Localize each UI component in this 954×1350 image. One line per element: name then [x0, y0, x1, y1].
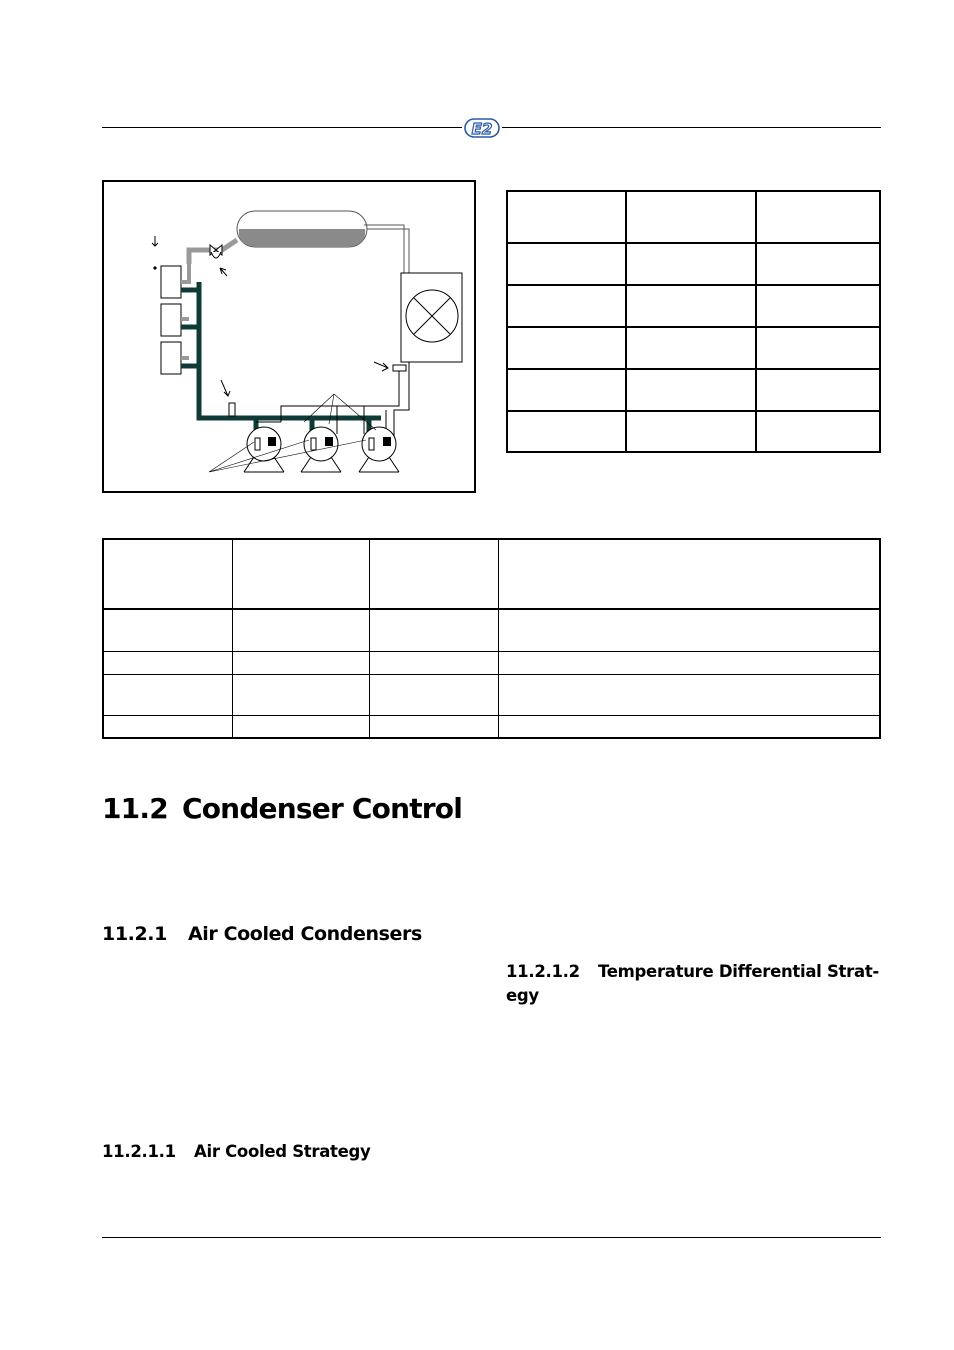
- e2-logo: [462, 114, 502, 142]
- table-row: [103, 539, 880, 609]
- subsection-number: 11.2.1: [102, 923, 167, 945]
- subsubsection-heading-right: [506, 960, 881, 1008]
- subsubsection-number: 11.2.1.2: [506, 962, 580, 981]
- receiver-tank: [237, 211, 367, 247]
- right-data-table: [506, 190, 881, 453]
- table-row: [507, 285, 880, 327]
- subsection-title: Air Cooled Condensers: [188, 923, 422, 945]
- table-row: [103, 715, 880, 738]
- subsubsection-title: Air Cooled Strategy: [194, 1142, 371, 1161]
- subsubsection-number: 11.2.1.1: [102, 1142, 176, 1161]
- section-heading: [102, 792, 462, 825]
- compressors: [244, 427, 399, 472]
- bottom-data-table: [102, 538, 881, 739]
- svg-text:E2: E2: [471, 120, 493, 138]
- table-row: [103, 674, 880, 715]
- evaporator-cases: [161, 266, 181, 374]
- section-title: Condenser Control: [182, 792, 463, 825]
- table-row: [507, 191, 880, 243]
- subsubsection-title: Temperature Differential Strat-​egy: [506, 962, 879, 1005]
- condenser-system-diagram: [102, 180, 476, 493]
- footer-rule: [102, 1237, 881, 1238]
- table-row: [103, 609, 880, 651]
- subsubsection-heading-left: [102, 1140, 370, 1164]
- table-row: [103, 651, 880, 674]
- condenser-fan-unit: [401, 273, 462, 362]
- table-row: [507, 369, 880, 411]
- section-number: 11.2: [102, 792, 168, 825]
- subsection-heading: [102, 923, 422, 945]
- table-row: [507, 327, 880, 369]
- table-row: [507, 411, 880, 452]
- table-row: [507, 243, 880, 285]
